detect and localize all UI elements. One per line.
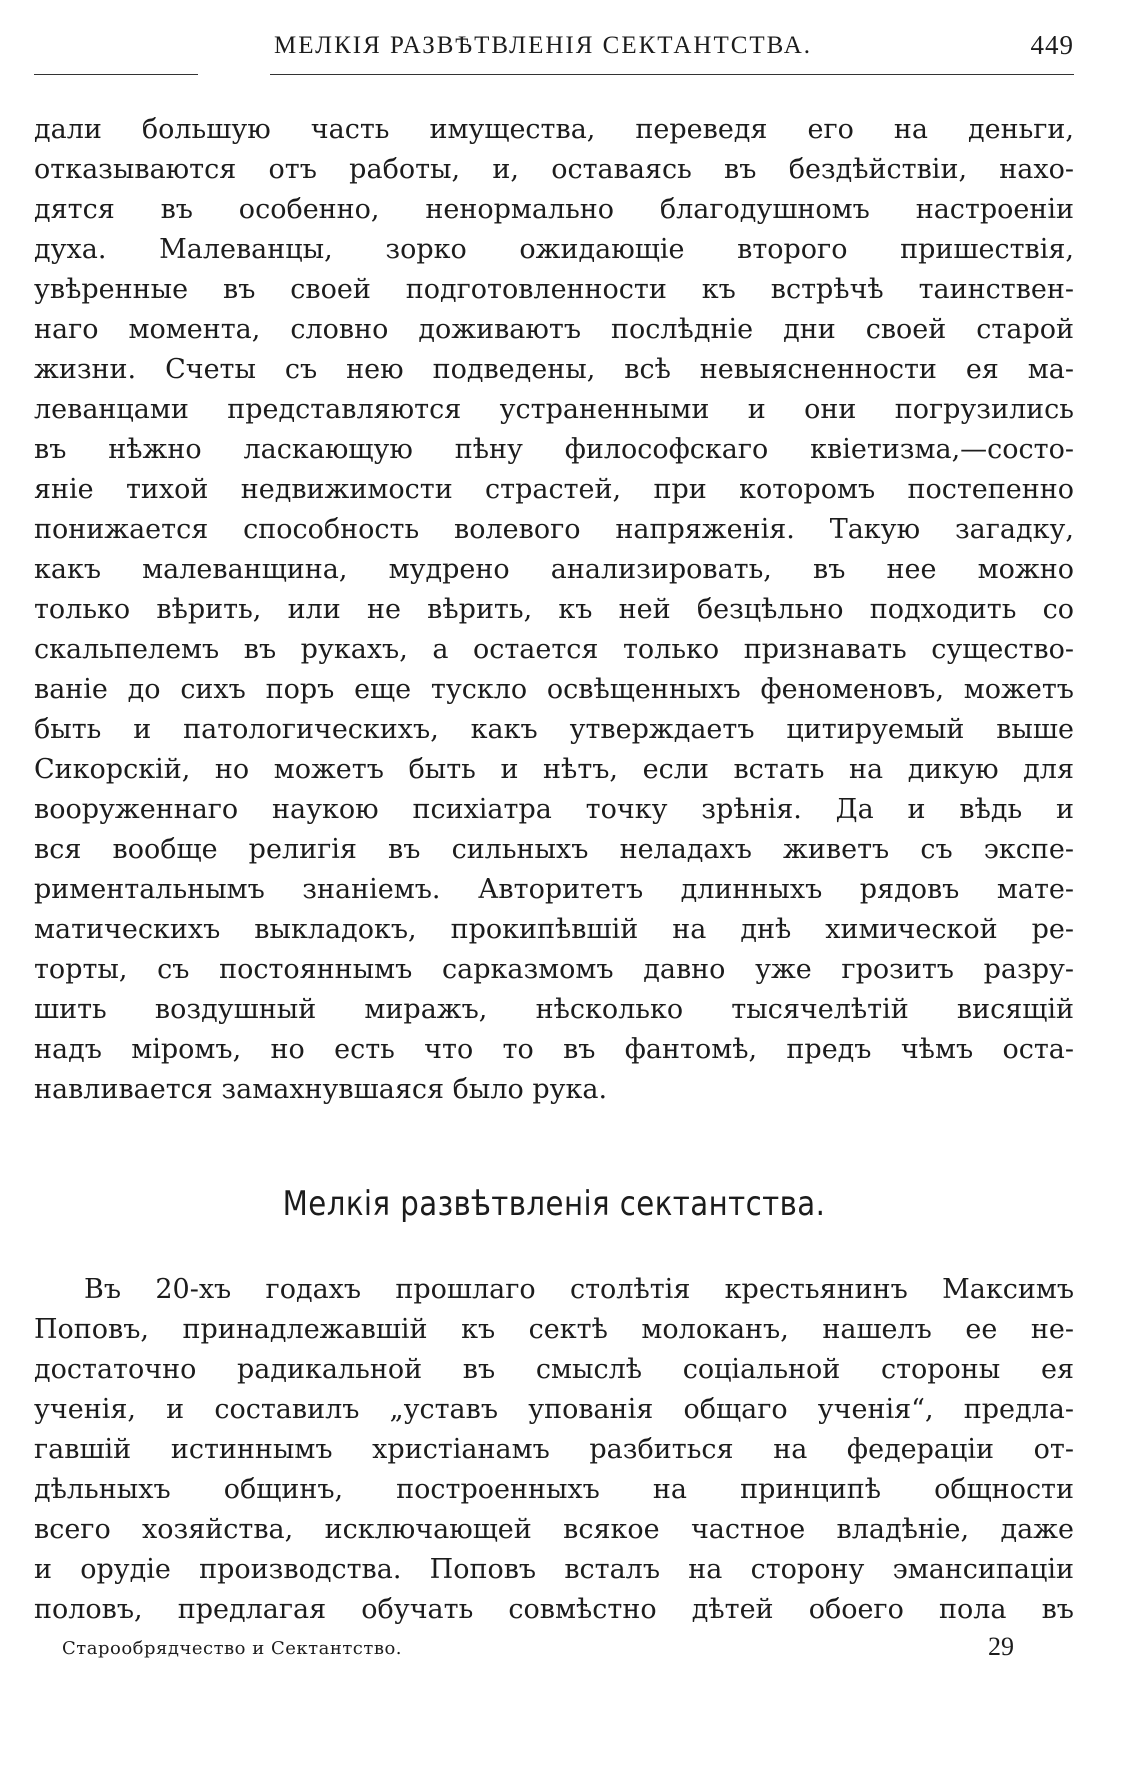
text-line: въ нѣжно ласкающую пѣну философскаго квіетизма,—состо- xyxy=(34,434,1074,465)
text-line: гавшій истиннымъ христіанамъ разбиться на федераціи от- xyxy=(34,1434,1074,1465)
text-line: яніе тихой недвижимости страстей, при которомъ постепенно xyxy=(34,474,1074,505)
text-line: скальпелемъ въ рукахъ, а остается только признавать существо- xyxy=(34,634,1074,665)
text-line: навливается замахнувшаяся было рука. xyxy=(34,1074,608,1105)
text-line: наго момента, словно доживаютъ послѣдніе дни своей старой xyxy=(34,314,1074,345)
paragraph-continued xyxy=(34,110,1074,1110)
text-line: надъ міромъ, но есть что то въ фантомѣ, предъ чѣмъ оста- xyxy=(34,1034,1074,1065)
text-line: быть и патологическихъ, какъ утверждаетъ цитируемый выше xyxy=(34,714,1074,745)
text-line: Сикорскій, но можетъ быть и нѣтъ, если встать на дикую для xyxy=(34,754,1074,785)
text-line: понижается способность волевого напряженія. Такую загадку, xyxy=(34,514,1074,545)
text-line: достаточно радикальной въ смыслѣ соціальной стороны ея xyxy=(34,1354,1074,1385)
text-line: дѣльныхъ общинъ, построенныхъ на принципѣ общности xyxy=(34,1474,1074,1505)
text-line: и орудіе производства. Поповъ всталъ на сторону эмансипаціи xyxy=(34,1554,1074,1585)
text-line: дятся въ особенно, ненормально благодушномъ настроеніи xyxy=(34,194,1074,225)
text-line: вооруженнаго наукою психіатра точку зрѣнія. Да и вѣдь и xyxy=(34,794,1074,825)
text-line: отказываются отъ работы, и, оставаясь въ бездѣйствіи, нахо- xyxy=(34,154,1074,185)
text-line: ученія, и составилъ „уставъ упованія общаго ученія“, предла- xyxy=(34,1394,1074,1425)
footer-book-title: Старообрядчество и Сектантство. xyxy=(62,1638,403,1659)
text-line: шить воздушный миражъ, нѣсколько тысячелѣтій висящій xyxy=(34,994,1074,1025)
text-line: матическихъ выкладокъ, прокипѣвшій на днѣ химической ре- xyxy=(34,914,1074,945)
text-line: ваніе до сихъ поръ еще тускло освѣщенныхъ феноменовъ, можетъ xyxy=(34,674,1074,705)
text-line: половъ, предлагая обучать совмѣстно дѣтей обоего пола въ xyxy=(34,1594,1074,1625)
signature-mark: 29 xyxy=(988,1632,1014,1661)
header-rule-left xyxy=(34,74,198,75)
running-title: МЕЛКІЯ РАЗВѢТВЛЕНІЯ СЕКТАНТСТВА. xyxy=(274,32,813,59)
text-line: какъ малеванщина, мудрено анализировать, въ нее можно xyxy=(34,554,1074,585)
text-line: Поповъ, принадлежавшій къ сектѣ молоканъ, нашелъ ее не- xyxy=(34,1314,1074,1345)
section-heading: Мелкія развѣтвленія сектантства. xyxy=(282,1184,826,1224)
text-line: увѣренные въ своей подготовленности къ встрѣчѣ таинствен- xyxy=(34,274,1074,305)
text-line: леванцами представляются устраненными и они погрузились xyxy=(34,394,1074,425)
page-number: 449 xyxy=(1030,30,1074,60)
header-rule xyxy=(270,74,1074,75)
text-line: вся вообще религія въ сильныхъ неладахъ живетъ съ экспе- xyxy=(34,834,1074,865)
text-line: всего хозяйства, исключающей всякое частное владѣніе, даже xyxy=(34,1514,1074,1545)
text-line: только вѣрить, или не вѣрить, къ ней безцѣльно подходить со xyxy=(34,594,1074,625)
text-line: торты, съ постояннымъ сарказмомъ давно уже грозитъ разру- xyxy=(34,954,1074,985)
text-line: духа. Малеванцы, зорко ожидающіе второго пришествія, xyxy=(34,234,1074,265)
running-header xyxy=(34,28,1074,68)
page-footer xyxy=(62,1630,1022,1670)
text-line: риментальнымъ знаніемъ. Авторитетъ длинныхъ рядовъ мате- xyxy=(34,874,1074,905)
paragraph-new-section xyxy=(34,1270,1074,1630)
text-line: жизни. Счеты съ нею подведены, всѣ невыясненности ея ма- xyxy=(34,354,1074,385)
text-line: дали большую часть имущества, переведя его на деньги, xyxy=(34,114,1074,145)
text-line: Въ 20-хъ годахъ прошлаго столѣтія крестьянинъ Максимъ xyxy=(84,1274,1074,1305)
